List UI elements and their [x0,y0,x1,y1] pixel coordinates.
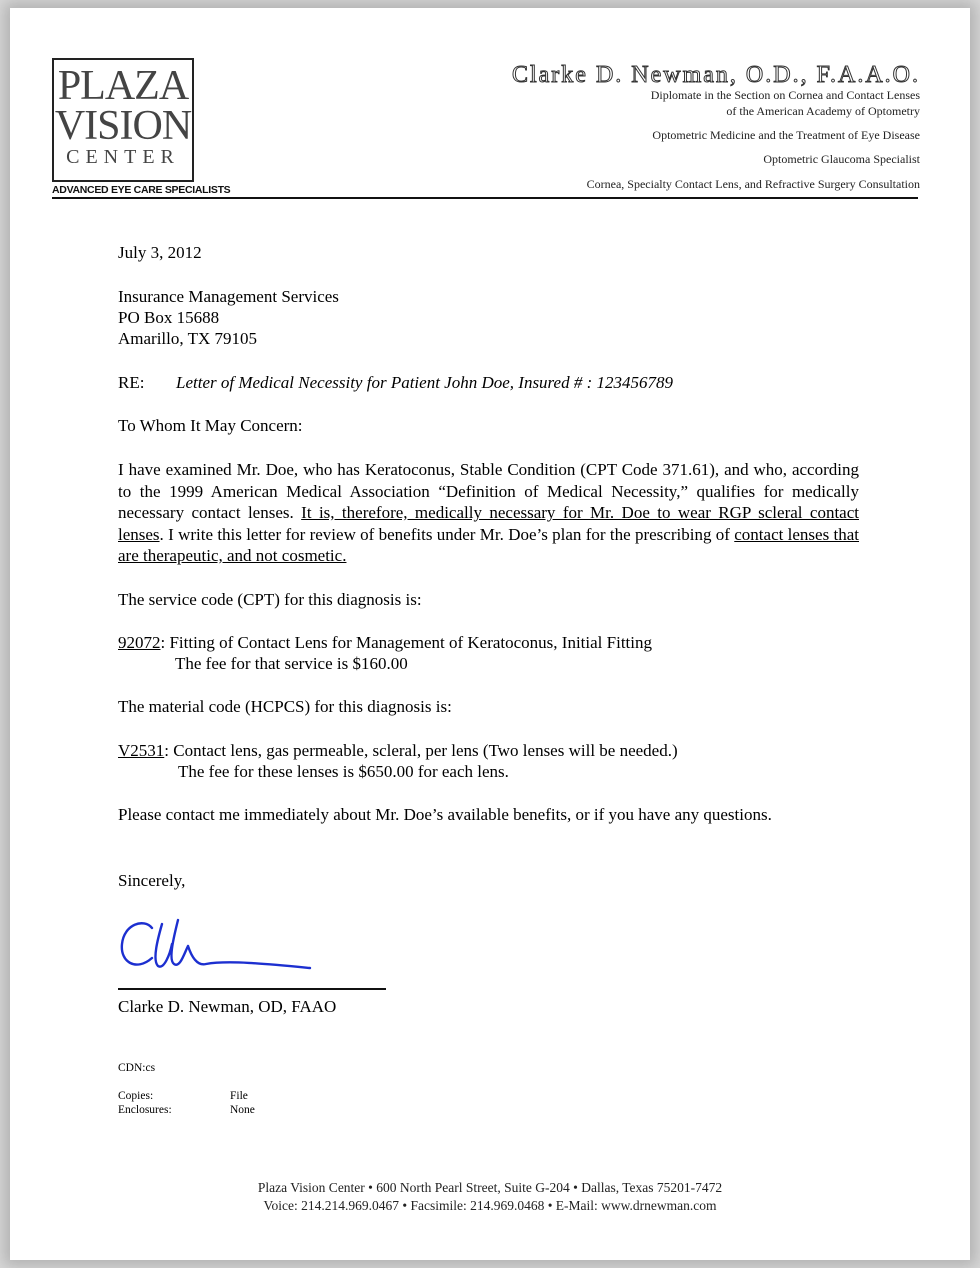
credential-line: of the American Academy of Optometry [726,104,920,118]
sign-off: Sincerely, [118,871,186,890]
credential-line: Diplomate in the Section on Cornea and Contact Lenses [650,88,920,102]
material-intro: The material code (HCPCS) for this diagnosis is: [118,697,452,716]
service-description: : Fitting of Contact Lens for Management of Keratoconus, Initial Fitting [160,633,652,652]
copies-label: Copies: [118,1090,154,1102]
letter-date: July 3, 2012 [118,243,202,262]
re-label: RE: [118,373,145,392]
logo-tagline: ADVANCED EYE CARE SPECIALISTS [52,184,231,196]
cpt-code: 92072 [118,633,161,652]
signer-name: Clarke D. Newman, OD, FAAO [118,997,337,1016]
typist-initials: CDN:cs [118,1062,156,1074]
letterhead-divider [52,197,918,199]
copies-value: File [230,1090,248,1102]
material-fee: The fee for these lenses is $650.00 for each lens. [178,762,509,781]
body-paragraph [118,459,859,567]
body-text-underlined: It is, therefore, medically necessary for Mr. Doe to wear RGP scleral contact lenses [118,503,859,544]
handwritten-signature [118,914,318,976]
enclosures-value: None [230,1104,255,1116]
recipient-line: Insurance Management Services [118,287,339,306]
enclosures-label: Enclosures: [118,1104,172,1116]
credential-line: Optometric Glaucoma Specialist [763,152,920,166]
re-subject: Letter of Medical Necessity for Patient John Doe, Insured # : 123456789 [176,373,674,392]
material-code-line [118,740,678,762]
plaza-vision-logo [52,58,194,182]
recipient-line: Amarillo, TX 79105 [118,329,257,348]
logo-text-plaza: PLAZA [57,63,189,109]
salutation: To Whom It May Concern: [118,416,303,435]
signature-line [118,988,386,990]
body-text: . I write this letter for review of benefits under Mr. Doe’s plan for the prescribing of [159,524,735,544]
doctor-name-heading: Clarke D. Newman, O.D., F.A.A.O. [511,62,920,88]
service-intro: The service code (CPT) for this diagnosis is: [118,590,422,609]
credential-line: Cornea, Specialty Contact Lens, and Refractive Surgery Consultation [586,177,920,191]
service-code-line [118,632,652,654]
hcpcs-code: V2531 [118,741,165,760]
letter-page [10,8,970,1260]
recipient-line: PO Box 15688 [118,308,220,327]
body-text-underlined: contact lenses that are therapeutic, and not cosmetic. [118,524,860,566]
closing-request: Please contact me immediately about Mr. Doe’s available benefits, or if you have any questions. [118,805,772,824]
credential-line: Optometric Medicine and the Treatment of Eye Disease [652,128,920,142]
service-fee: The fee for that service is $160.00 [175,654,408,673]
body-text: I have examined Mr. Doe, who has Keratoconus, Stable Condition (CPT Code 371.61), and who, according to the 1999 American Medical Association “Definition of Medical Necessity,” qualifies for medically necessary contact lenses. [118,460,859,523]
footer-address: Plaza Vision Center • 600 North Pearl Street, Suite G-204 • Dallas, Texas 75201-7472 [257,1180,723,1195]
logo-text-center: CENTER [66,146,180,168]
logo-text-vision: VISION [54,103,192,149]
footer-contact: Voice: 214.214.969.0467 • Facsimile: 214.969.0468 • E-Mail: www.drnewman.com [263,1198,717,1213]
material-description: : Contact lens, gas permeable, scleral, per lens (Two lenses will be needed.) [164,741,678,760]
re-line [118,372,144,394]
